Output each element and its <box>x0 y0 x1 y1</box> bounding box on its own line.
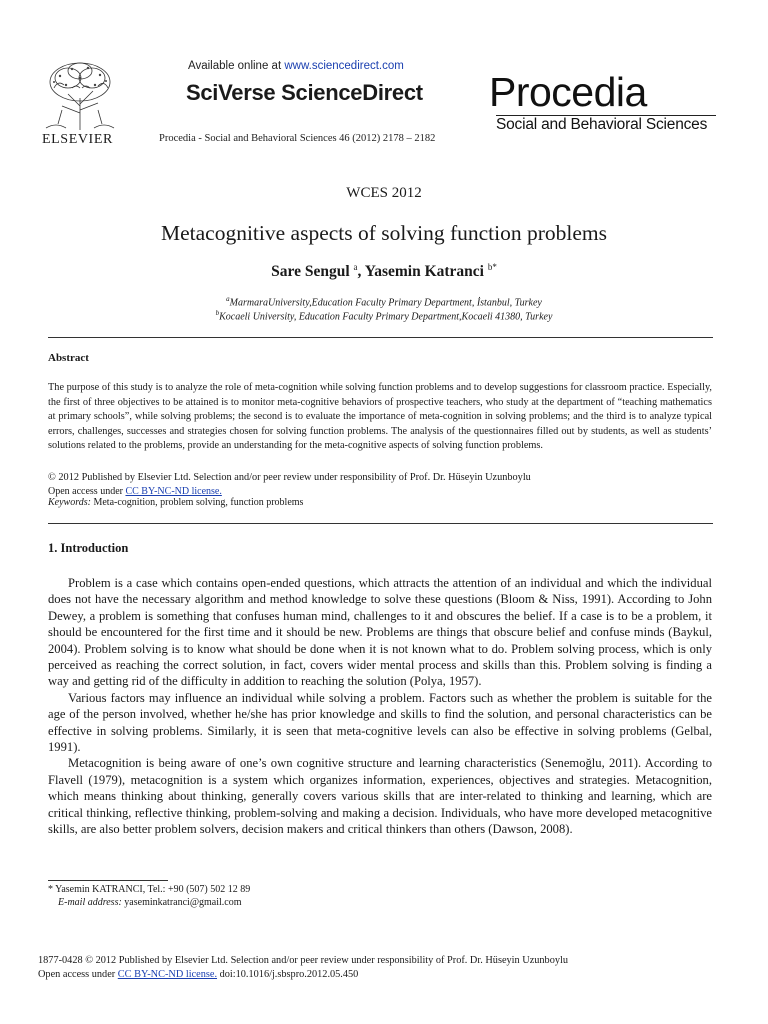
platform-name: SciVerse ScienceDirect <box>186 80 423 105</box>
conference-name: WCES 2012 <box>346 185 422 201</box>
introduction-body <box>48 575 712 838</box>
sciencedirect-url[interactable]: www.sciencedirect.com <box>284 60 404 72</box>
footer-open-access-prefix: Open access under <box>38 969 118 980</box>
elsevier-tree-icon <box>38 58 122 132</box>
affiliation-b <box>0 309 768 322</box>
elsevier-logo <box>38 58 122 132</box>
footnote-email <box>58 897 242 908</box>
abstract-open-access <box>48 486 222 497</box>
abstract-top-rule <box>48 337 713 338</box>
license-link[interactable]: CC BY-NC-ND license. <box>125 486 222 497</box>
keywords <box>48 497 303 508</box>
introduction-paragraph: Various factors may influence an individual while solving a problem. Factors such as whether the problem is suitable for the age of the person involved, whether he/she has prior knowledge and skills to find the solution, and personal characteristics can be effective in solving problems. Similarly, it is seen that meta-cognitive levels can also be effective in solving problems (Gelbal, 1991). <box>48 690 712 755</box>
introduction-paragraph: Problem is a case which contains open-ended questions, which attracts the attention of an individual and which the individual does not have the necessary algorithm and method knowledge to solve these questions (Bloom & Niss, 1991). According to John Dewey, a problem is something that confuses human mind, challenges to it and obscures the belief. If a case is to be a problem, it should be encountered for the first time and it should be new. Problems are things that obscure belief and confuse minds (Baykul, 2004). Problem solving is to know what should be done when it is not known what to do. Problem solving process, which is only perceived as reaching the correct solution, in fact, covers wider mental process and skills than this. Problem solving is finding a way and getting rid of the difficulty in addition to reaching the solution (Polya, 1957). <box>48 576 712 689</box>
section-heading: 1. Introduction <box>48 541 129 555</box>
affiliation-mark: a <box>226 295 230 303</box>
keywords-value: Meta-cognition, problem solving, function problems <box>90 497 304 508</box>
publisher-name: ELSEVIER <box>42 132 113 147</box>
journal-citation: Procedia - Social and Behavioral Sciences 46 (2012) 2178 – 2182 <box>159 133 436 144</box>
footnote-corresponding: * Yasemin KATRANCI, Tel.: +90 (507) 502 12 89 <box>48 884 251 895</box>
email-address[interactable]: yaseminkatranci@gmail.com <box>121 897 242 908</box>
footer-copyright: 1877-0428 © 2012 Published by Elsevier Ltd. Selection and/or peer review under responsibility of Prof. Dr. Hüseyin Uzunboylu <box>38 955 569 966</box>
author-affiliation-mark: b* <box>487 262 497 272</box>
footer-doi: doi:10.1016/j.sbspro.2012.05.450 <box>217 969 359 980</box>
abstract-heading: Abstract <box>48 352 89 364</box>
available-prefix: Available online at <box>188 60 285 72</box>
article-title: Metacognitive aspects of solving function problems <box>160 221 608 245</box>
author-list <box>0 262 768 281</box>
abstract-text: The purpose of this study is to analyze the role of meta-cognition while solving function problems and to develop suggestions for classroom practice. Especially, the first of three objectives to be attained is to monitor meta-cognitive behaviors of prospective teachers, who study at the department of “teaching mathematics at primary schools”, while solving problems; the second is to evaluate the importance of meta-cognition in solving problems; and the third is to analyze typical errors, challenges, successes and strategies chosen for solving function problems. The analysis of the questionnaires filled out by students, as well as students’ solutions related to the problems, provide an understanding for the meta-cognitive aspects of solving function problems. <box>48 382 712 452</box>
abstract-copyright: © 2012 Published by Elsevier Ltd. Selection and/or peer review under responsibility of Prof. Dr. Hüseyin Uzunboylu <box>48 472 531 483</box>
footer-license-link[interactable]: CC BY-NC-ND license. <box>117 969 218 980</box>
author-affiliation-mark: a <box>353 262 358 272</box>
author-separator: , <box>357 263 365 281</box>
affiliation-text: MarmaraUniversity,Education Faculty Primary Department, İstanbul, Turkey <box>229 297 542 309</box>
abstract-bottom-rule <box>48 523 713 524</box>
introduction-paragraph: Metacognition is being aware of one’s own cognitive structure and learning characteristics (Senemoğlu, 2011). According to Flavell (1979), metacognition is a system which organizes information, experiences, objectives and strategies. Metacognition, which means thinking about thinking, generally covers various skills that are inter-related to thinking and learning, which are critical thinking, reflective thinking, problem-solving and making a decision. Individuals, who have more developed metacognitive skills, are also better problem solvers, decision makers and critical thinkers than others (Dawson, 2008). <box>48 756 712 837</box>
keywords-label: Keywords: <box>48 497 91 508</box>
author-name: Yasemin Katranci <box>364 263 484 281</box>
affiliation-mark: b <box>215 309 220 317</box>
affiliation-text: Kocaeli University, Education Faculty Primary Department,Kocaeli 41380, Turkey <box>219 311 553 323</box>
available-online <box>188 60 404 72</box>
footnote-rule <box>48 880 168 881</box>
journal-name: Procedia <box>489 69 647 115</box>
affiliation-a <box>0 295 768 308</box>
footer-open-access <box>38 969 358 980</box>
email-label: E-mail address: <box>58 897 122 908</box>
open-access-prefix: Open access under <box>48 486 126 497</box>
journal-subtitle: Social and Behavioral Sciences <box>496 116 708 133</box>
author-name: Sare Sengul <box>271 263 350 281</box>
